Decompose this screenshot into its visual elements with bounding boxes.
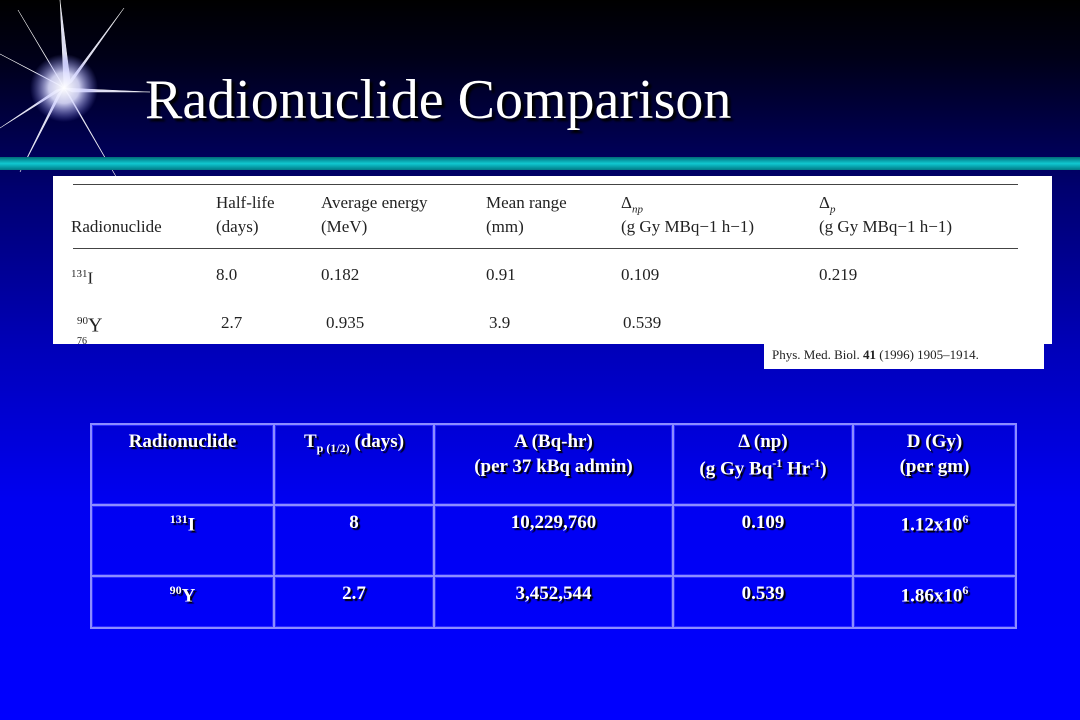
table-row <box>91 505 1016 576</box>
header-half-life: $T_{p (1/2)}$ (days) <box>274 424 434 505</box>
cell-activity: 10,229,760 <box>434 505 673 576</box>
citation: Phys. Med. Biol. 41 (1996) 1905–1914. <box>764 341 1044 369</box>
table-header-row <box>91 424 1016 505</box>
scan-cell-halflife: 2.7 <box>221 313 243 332</box>
page-title: Radionuclide Comparison <box>145 69 732 131</box>
scan-header-delta-p: $\Delta_p$ <box>819 193 836 216</box>
scan-cell-energy: 0.182 <box>321 265 360 284</box>
scan-row-nuclide: $^{131}$I <box>71 268 94 288</box>
scan-header-delta-np: $\Delta_{np}$ <box>621 193 643 216</box>
header-activity: A (Bq-hr) (per 37 kBq admin) <box>434 424 673 505</box>
scan-row-nuclide: $^{90}$Y <box>77 314 103 337</box>
scanned-reference-table <box>53 176 1052 344</box>
cell-activity: 3,452,544 <box>434 576 673 628</box>
table-row <box>91 576 1016 628</box>
scan-header-delta-p-unit: (g Gy MBq−1 h−1) <box>819 217 952 236</box>
scan-cell-range: 0.91 <box>486 265 516 284</box>
scan-top-rule <box>73 184 1018 185</box>
cell-radionuclide: $^{90}$Y <box>91 576 274 628</box>
cell-half-life: 8 <box>274 505 434 576</box>
scan-cell-halflife: 8.0 <box>216 265 238 284</box>
scan-header-energy-unit: (MeV) <box>321 217 368 236</box>
cell-dose: $1.86x10^6$ <box>853 576 1016 628</box>
scan-header-delta-np-unit: (g Gy MBq−1 h−1) <box>621 217 754 236</box>
scan-header-range: Mean range <box>486 193 567 212</box>
scan-cell-delta-np: 0.109 <box>621 265 660 284</box>
scan-header-energy: Average energy <box>321 193 428 212</box>
header-dose: D (Gy) (per gm) <box>853 424 1016 505</box>
cell-dose: $1.12x10^6$ <box>853 505 1016 576</box>
header-radionuclide: Radionuclide <box>91 424 274 505</box>
scan-cutoff-text: 76 <box>77 336 87 344</box>
scan-header-halflife-unit: (days) <box>216 217 259 236</box>
scan-cell-delta-np: 0.539 <box>623 313 662 332</box>
scan-header-range-unit: (mm) <box>486 217 524 236</box>
scan-header-rule <box>73 248 1018 249</box>
scan-cell-delta-p: 0.219 <box>819 265 858 284</box>
title-divider <box>0 157 1080 170</box>
scan-cell-energy: 0.935 <box>326 313 365 332</box>
cell-delta: 0.539 <box>673 576 853 628</box>
cell-radionuclide: $^{131}$I <box>91 505 274 576</box>
cell-half-life: 2.7 <box>274 576 434 628</box>
scan-header-halflife: Half-life <box>216 193 275 212</box>
scan-header-radionuclide: Radionuclide <box>71 217 162 236</box>
header-delta: Δ (np) (g Gy $Bq^{-1}$ $Hr^{-1}$) <box>673 424 853 505</box>
cell-delta: 0.109 <box>673 505 853 576</box>
comparison-table <box>90 423 1017 629</box>
scan-cell-range: 3.9 <box>489 313 511 332</box>
